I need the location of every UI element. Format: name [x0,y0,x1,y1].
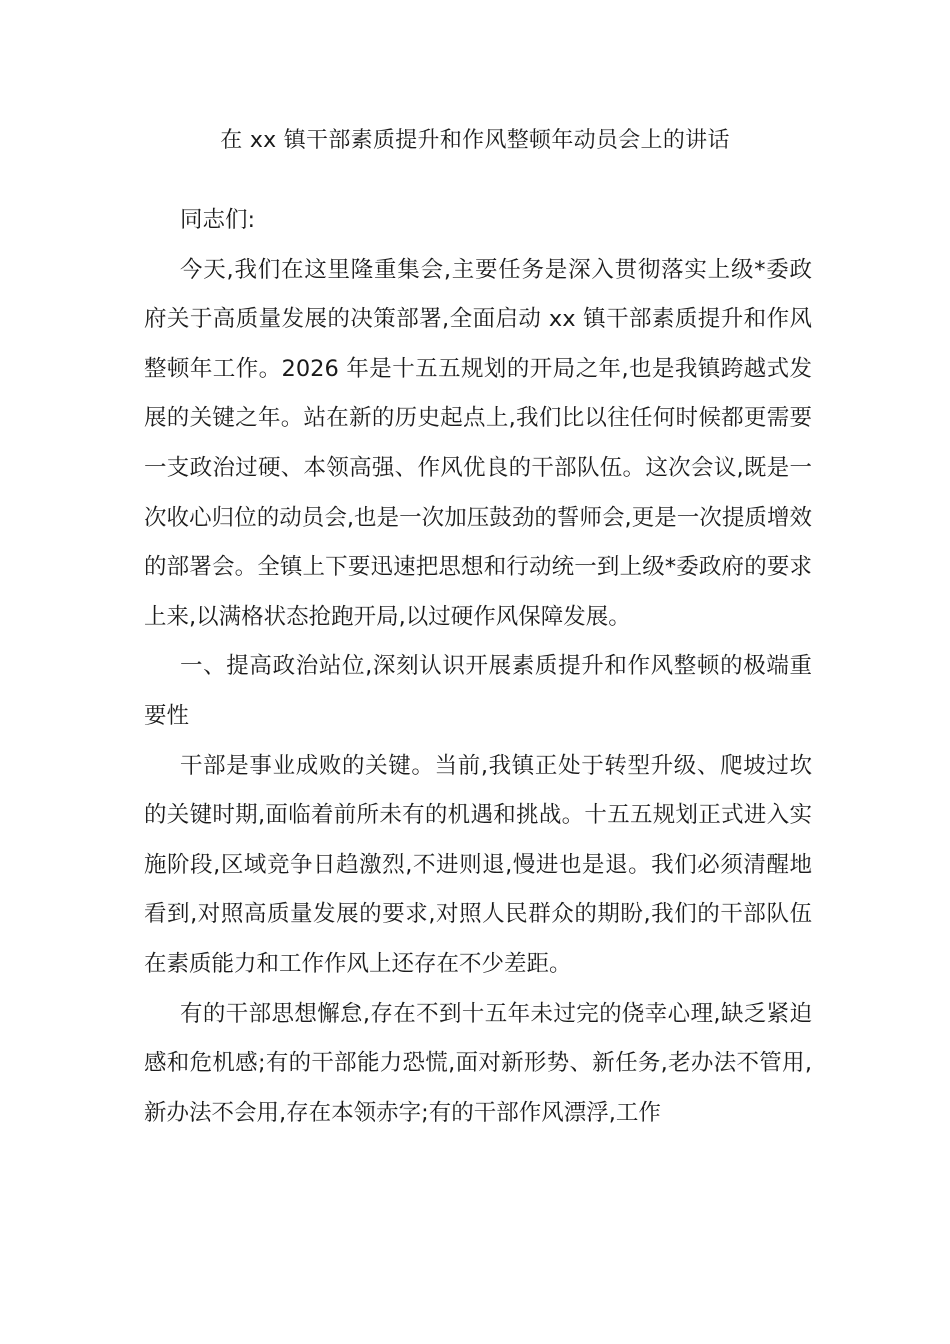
document-title: 在 xx 镇干部素质提升和作风整顿年动员会上的讲话 [220,128,730,153]
document-body [144,196,812,1138]
paragraph-intro: 今天,我们在这里隆重集会,主要任务是深入贯彻落实上级*委政府关于高质量发展的决策部署,全面启动 xx 镇干部素质提升和作风整顿年工作。2026 年是十五五规划的开局之年,也是我镇跨越式发展的关键之年。站在新的历史起点上,我们比以往任何时候都更需要一支政治过硬、本领高强、作风优良的干部队伍。这次会议,既是一次收心归位的动员会,也是一次加压鼓劲的誓师会,更是一次提质增效的部署会。全镇上下要迅速把思想和行动统一到上级*委政府的要求上来,以满格状态抢跑开局,以过硬作风保障发展。 [144,256,812,630]
paragraph-problems: 有的干部思想懈怠,存在不到十五年未过完的侥幸心理,缺乏紧迫感和危机感;有的干部能力恐慌,面对新形势、新任务,老办法不管用,新办法不会用,存在本领赤字;有的干部作风漂浮,工作 [144,1000,812,1126]
salutation: 同志们: [180,207,256,233]
section-heading-1: 一、提高政治站位,深刻认识开展素质提升和作风整顿的极端重要性 [144,653,812,729]
paragraph-section-1: 干部是事业成败的关键。当前,我镇正处于转型升级、爬坡过坎的关键时期,面临着前所未有的机遇和挑战。十五五规划正式进入实施阶段,区域竞争日趋激烈,不进则退,慢进也是退。我们必须清醒地看到,对照高质量发展的要求,对照人民群众的期盼,我们的干部队伍在素质能力和工作作风上还存在不少差距。 [144,752,812,977]
